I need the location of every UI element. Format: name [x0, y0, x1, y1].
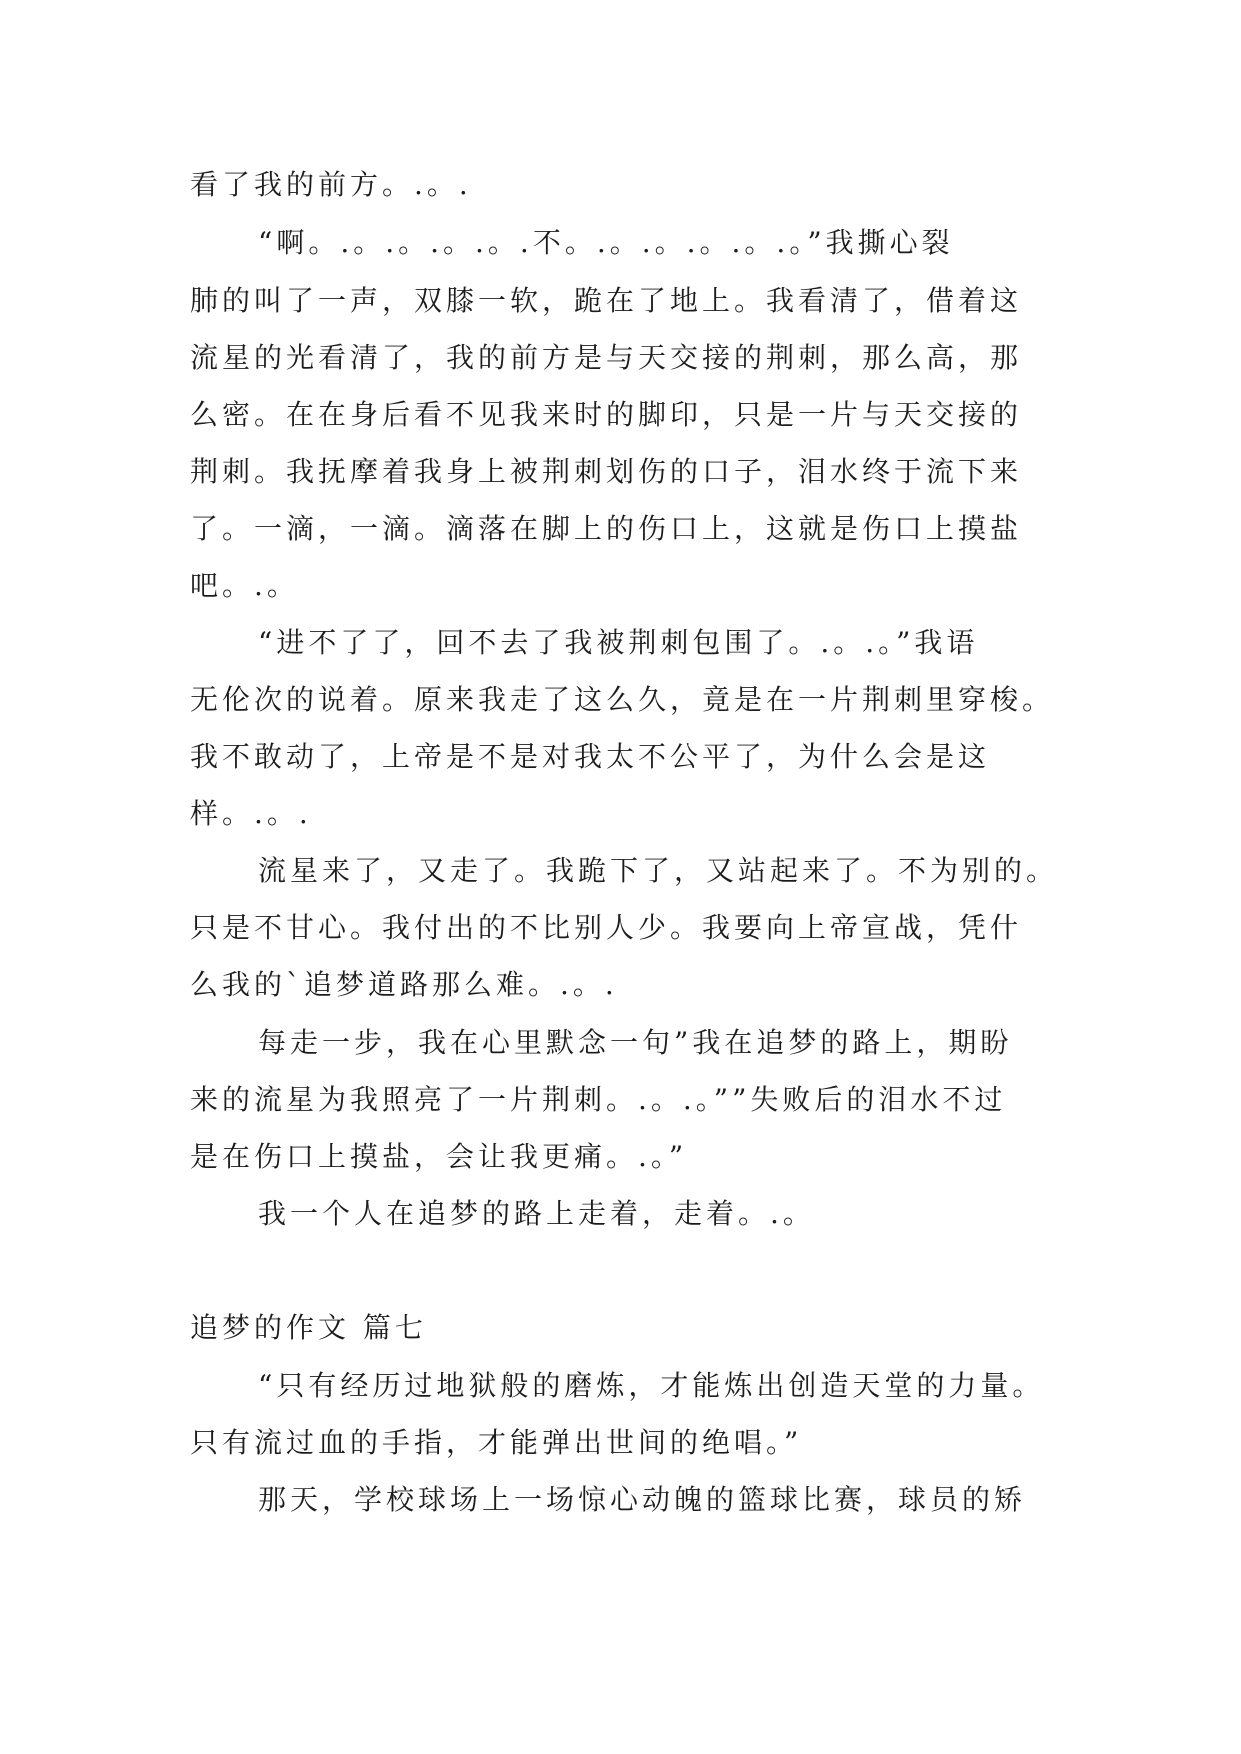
text-line: 流星的光看清了，我的前方是与天交接的荆刺，那么高，那	[190, 341, 1023, 374]
text-line: 只是不甘心。我付出的不比别人少。我要向上帝宣战，凭什	[190, 911, 1023, 944]
text-line: 来的流星为我照亮了一片荆刺。.。.。””失败后的泪水不过	[190, 1083, 1007, 1116]
text-line: 无伦次的说着。原来我走了这么久，竟是在一片荆刺里穿梭。	[190, 683, 1055, 716]
text-line: 肺的叫了一声，双膝一软，跪在了地上。我看清了，借着这	[190, 284, 1023, 317]
text-line: 荆刺。我抚摩着我身上被荆刺划伤的口子，泪水终于流下来	[190, 455, 1023, 488]
text-line: 看了我的前方。.。.	[190, 168, 472, 201]
text-line: 么我的`追梦道路那么难。.。.	[190, 968, 618, 1001]
text-line: “只有经历过地狱般的磨炼，才能炼出创造天堂的力量。	[258, 1369, 1045, 1402]
text-line: 么密。在在身后看不见我来时的脚印，只是一片与天交接的	[190, 398, 1023, 431]
text-line: 吧。.。	[190, 569, 299, 602]
text-line: 是在伤口上摸盐，会让我更痛。.。”	[190, 1140, 688, 1173]
text-line: “进不了了，回不去了我被荆刺包围了。.。.。”我语	[258, 626, 979, 659]
text-line: 了。一滴，一滴。滴落在脚上的伤口上，这就是伤口上摸盐	[190, 512, 1023, 545]
section-heading: 追梦的作文 篇七	[190, 1311, 427, 1344]
text-line: “啊。.。.。.。.。.不。.。.。.。.。.。”我撕心裂	[258, 226, 954, 259]
text-line: 那天，学校球场上一场惊心动魄的篮球比赛，球员的矫	[258, 1483, 1027, 1516]
text-line: 流星来了，又走了。我跪下了，又站起来了。不为别的。	[258, 854, 1059, 887]
text-line: 我不敢动了，上帝是不是对我太不公平了，为什么会是这	[190, 740, 991, 773]
text-line: 只有流过血的手指，才能弹出世间的绝唱。”	[190, 1426, 803, 1459]
text-line: 样。.。.	[190, 797, 312, 830]
text-line: 我一个人在追梦的路上走着，走着。.。	[258, 1197, 815, 1230]
text-line: 每走一步，我在心里默念一句”我在追梦的路上，期盼	[258, 1026, 1013, 1059]
